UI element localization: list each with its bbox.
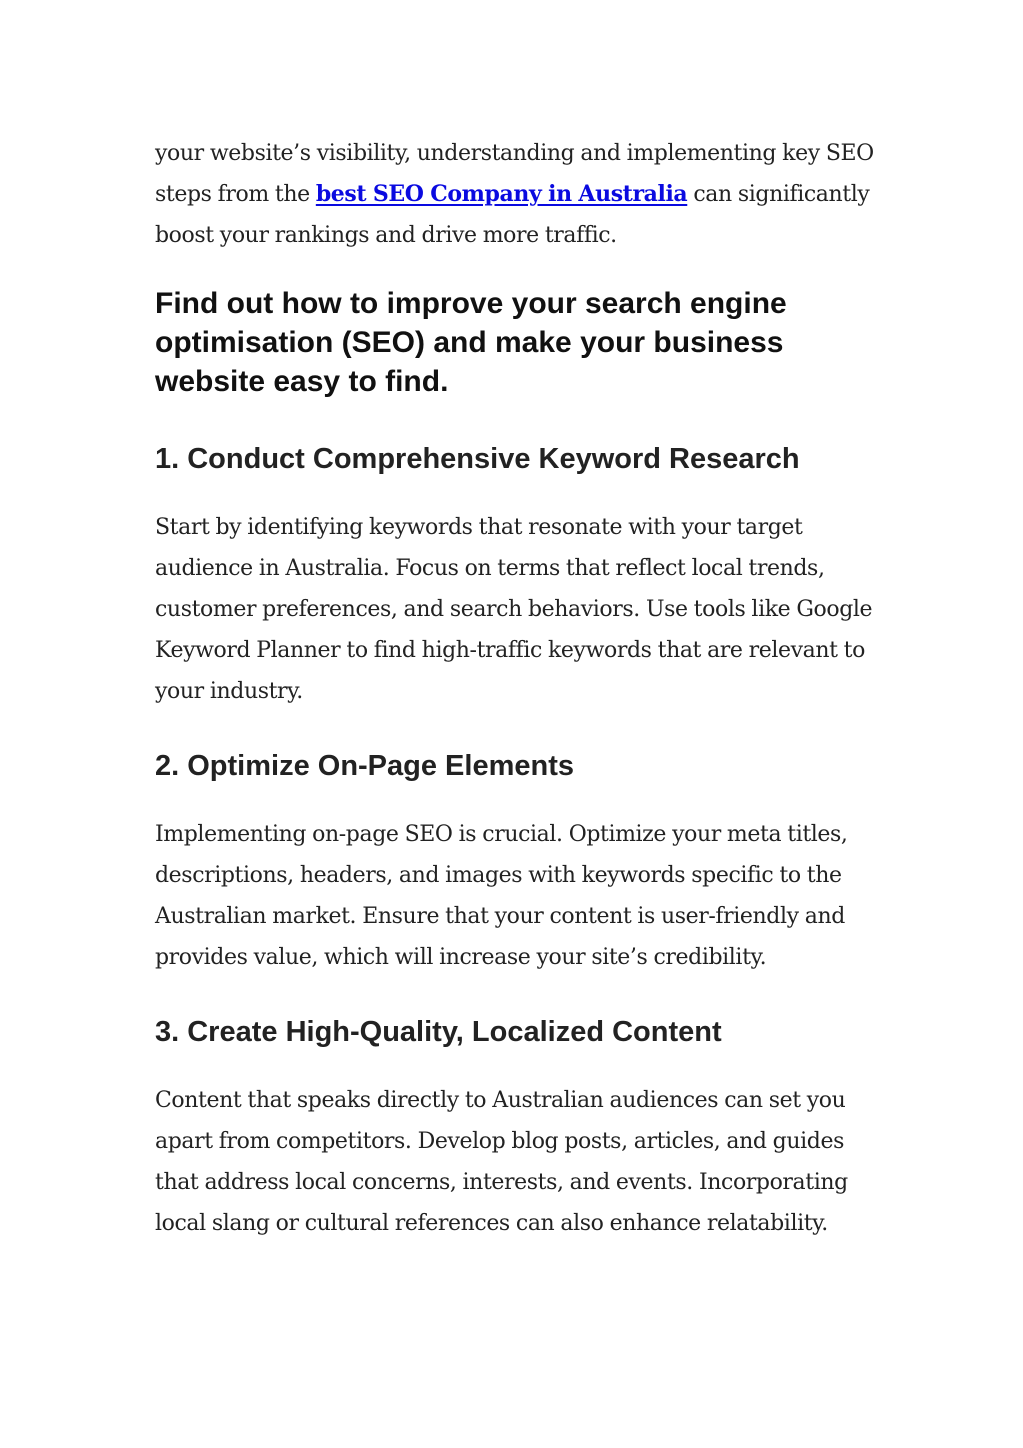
section-1-body: Start by identifying keywords that resonate with your target audience in Australia. Focus on terms that reflect local trends, customer preferences, and search behaviors. Use tools like Google Keyword Planner to find high-traffic keywords that are relevant to your industry. — [155, 515, 873, 704]
main-heading: Find out how to improve your search engine optimisation (SEO) and make your business website easy to find. — [155, 287, 787, 398]
section-3-heading: 3. Create High-Quality, Localized Content — [155, 1016, 722, 1048]
intro-paragraph — [155, 133, 875, 256]
intro-text-before-link: your website’s visibility, understanding and implementing key SEO steps from the — [155, 141, 874, 207]
section-2-heading: 2. Optimize On-Page Elements — [155, 750, 574, 782]
intro-text-after-link: can significantly boost your rankings and drive more traffic. — [155, 182, 870, 248]
section-1-heading: 1. Conduct Comprehensive Keyword Research — [155, 443, 800, 475]
document-page — [155, 133, 875, 1244]
best-seo-company-link[interactable]: best SEO Company in Australia — [315, 181, 688, 207]
section-2-body: Implementing on-page SEO is crucial. Optimize your meta titles, descriptions, headers, and images with keywords specific to the Australian market. Ensure that your content is user-friendly and provides value, which will increase your site’s credibility. — [155, 822, 848, 970]
section-3-body: Content that speaks directly to Australian audiences can set you apart from competitors. Develop blog posts, articles, and guides that address local concerns, interests, and events. Incorporating local slang or cultural references can also enhance relatability. — [155, 1088, 848, 1236]
